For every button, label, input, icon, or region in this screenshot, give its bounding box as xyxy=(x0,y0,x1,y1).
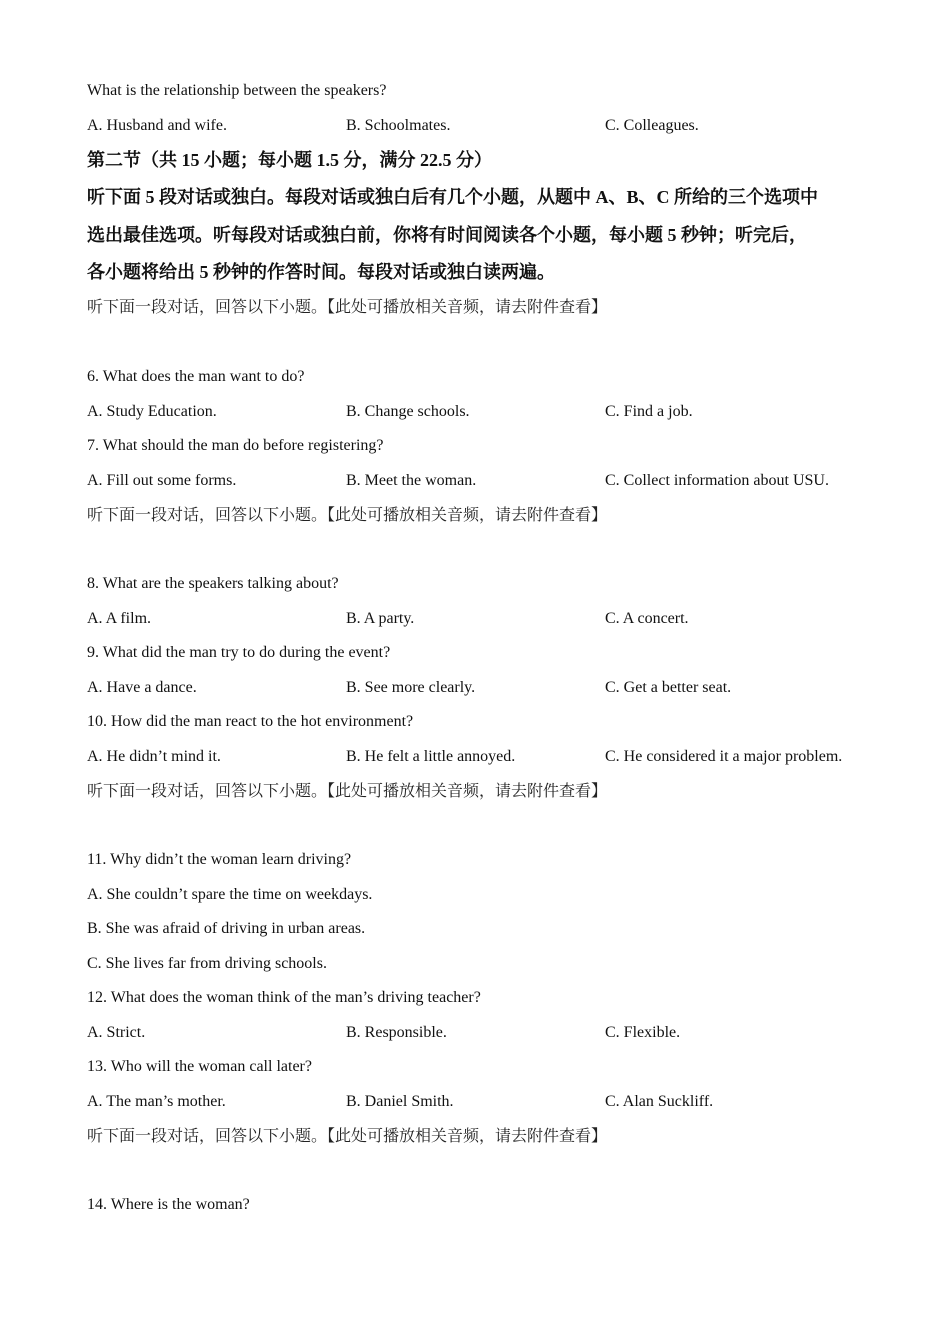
question-10-option-b: B. He felt a little annoyed. xyxy=(346,748,516,765)
question-7-option-b: B. Meet the woman. xyxy=(346,472,477,489)
audio-note-3: 听下面一段对话，回答以下小题。【此处可播放相关音频，请去附件查看】 xyxy=(87,783,608,800)
question-9-option-c: C. Get a better seat. xyxy=(605,679,732,696)
question-5-option-c: C. Colleagues. xyxy=(605,117,699,134)
section-2-instructions-line-1: 听下面 5 段对话或独白。每段对话或独白后有几个小题，从题中 A、B、C 所给的三个选项中 xyxy=(87,187,818,207)
question-7-option-a: A. Fill out some forms. xyxy=(87,472,237,489)
question-5-option-a: A. Husband and wife. xyxy=(87,117,227,134)
question-9-option-a: A. Have a dance. xyxy=(87,679,197,696)
section-2-instructions-line-2: 选出最佳选项。听每段对话或独白前，你将有时间阅读各个小题，每小题 5 秒钟；听完后， xyxy=(87,225,807,245)
question-6-option-b: B. Change schools. xyxy=(346,403,470,420)
section-2-instructions-line-3: 各小题将给出 5 秒钟的作答时间。每段对话或独白读两遍。 xyxy=(87,262,555,282)
question-6-option-a: A. Study Education. xyxy=(87,403,217,420)
question-6-text: 6. What does the man want to do? xyxy=(87,368,305,385)
question-6-option-c: C. Find a job. xyxy=(605,403,693,420)
question-8-text: 8. What are the speakers talking about? xyxy=(87,575,339,592)
question-11-option-b: B. She was afraid of driving in urban areas. xyxy=(87,920,366,937)
question-12-option-a: A. Strict. xyxy=(87,1024,146,1041)
question-12-option-c: C. Flexible. xyxy=(605,1024,681,1041)
question-11-option-c: C. She lives far from driving schools. xyxy=(87,955,327,972)
question-14-text: 14. Where is the woman? xyxy=(87,1196,250,1213)
question-5-option-b: B. Schoolmates. xyxy=(346,117,451,134)
question-10-text: 10. How did the man react to the hot environment? xyxy=(87,713,414,730)
question-11-text: 11. Why didn’t the woman learn driving? xyxy=(87,851,352,868)
question-8-option-c: C. A concert. xyxy=(605,610,689,627)
question-13-option-b: B. Daniel Smith. xyxy=(346,1093,454,1110)
question-7-text: 7. What should the man do before registering? xyxy=(87,437,384,454)
question-7-option-c: C. Collect information about USU. xyxy=(605,472,829,489)
audio-note-2: 听下面一段对话，回答以下小题。【此处可播放相关音频，请去附件查看】 xyxy=(87,507,608,524)
question-11-option-a: A. She couldn’t spare the time on weekdays. xyxy=(87,886,373,903)
audio-note-4: 听下面一段对话，回答以下小题。【此处可播放相关音频，请去附件查看】 xyxy=(87,1128,608,1145)
question-13-option-c: C. Alan Suckliff. xyxy=(605,1093,714,1110)
section-2-heading: 第二节（共 15 小题；每小题 1.5 分，满分 22.5 分） xyxy=(87,150,492,170)
question-12-text: 12. What does the woman think of the man’s driving teacher? xyxy=(87,989,481,1006)
question-13-option-a: A. The man’s mother. xyxy=(87,1093,226,1110)
question-10-option-c: C. He considered it a major problem. xyxy=(605,748,843,765)
question-13-text: 13. Who will the woman call later? xyxy=(87,1058,312,1075)
question-8-option-b: B. A party. xyxy=(346,610,415,627)
question-9-text: 9. What did the man try to do during the event? xyxy=(87,644,391,661)
question-9-option-b: B. See more clearly. xyxy=(346,679,476,696)
question-5-text: What is the relationship between the speakers? xyxy=(87,82,387,99)
question-10-option-a: A. He didn’t mind it. xyxy=(87,748,221,765)
audio-note-1: 听下面一段对话，回答以下小题。【此处可播放相关音频，请去附件查看】 xyxy=(87,299,608,316)
question-12-option-b: B. Responsible. xyxy=(346,1024,447,1041)
question-8-option-a: A. A film. xyxy=(87,610,152,627)
